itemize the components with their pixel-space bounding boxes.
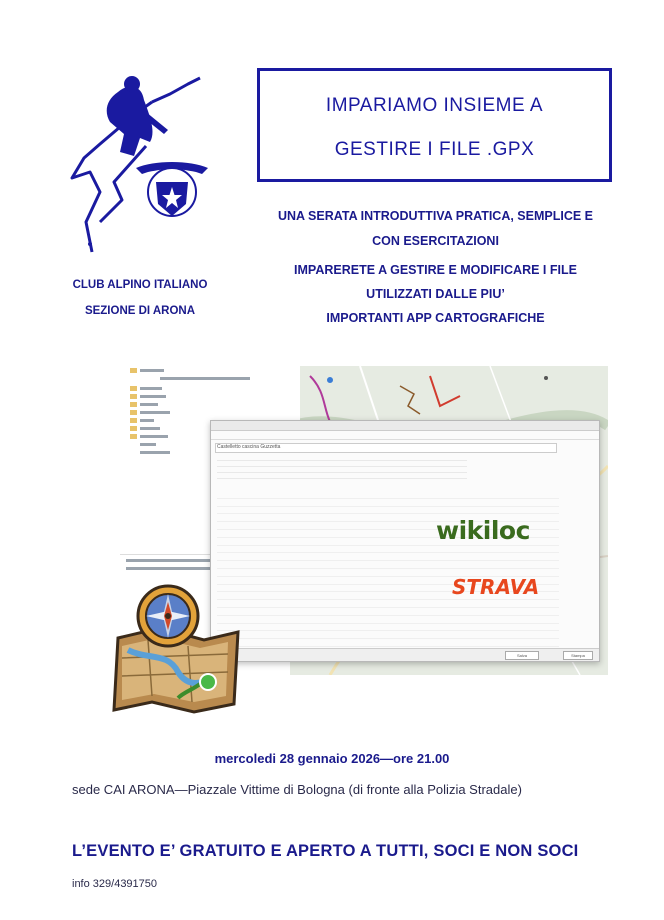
club-name: CLUB ALPINO ITALIANO	[72, 279, 208, 291]
window-footer	[211, 648, 599, 661]
event-date: mercoledi 28 gennaio 2026—ore 21.00	[214, 751, 450, 766]
print-button[interactable]: Stampa	[563, 651, 593, 660]
compass-map-icon	[108, 580, 246, 718]
title-line-1: IMPARIAMO INSIEME A	[325, 95, 544, 116]
club-section: SEZIONE DI ARONA	[84, 305, 196, 317]
strava-logo: STRAVA	[452, 575, 540, 599]
event-venue: sede CAI ARONA—Piazzale Vittime di Bologna (di fronte alla Polizia Stradale)	[72, 782, 522, 797]
subtitle-line-4: UTILIZZATI DALLE PIU’	[366, 287, 505, 301]
window-tabs[interactable]	[211, 431, 599, 440]
subtitle-line-5: IMPORTANTI APP CARTOGRAFICHE	[326, 311, 545, 325]
gpx-editor-window	[210, 420, 600, 662]
subtitle-line-3: IMPARERETE A GESTIRE E MODIFICARE I FILE	[294, 263, 577, 277]
track-stats	[217, 455, 467, 481]
subtitle-line-1: UNA SERATA INTRODUTTIVA PRATICA, SEMPLICE E	[277, 209, 594, 223]
event-headline: L’EVENTO E’ GRATUITO E APERTO A TUTTI, SOCI E NON SOCI	[72, 842, 579, 860]
track-name-text: Castelletto cascina Guzzetta	[217, 444, 281, 450]
event-info: info 329/4391750	[72, 878, 158, 890]
title-box	[257, 68, 612, 182]
window-titlebar	[211, 421, 599, 431]
wikiloc-logo: wikiloc	[436, 516, 530, 545]
save-button[interactable]: Salva	[505, 651, 539, 660]
title-line-2: GESTIRE I FILE .GPX	[334, 139, 535, 160]
subtitle-line-2: CON ESERCITAZIONI	[372, 234, 499, 248]
cai-logo	[60, 72, 210, 262]
